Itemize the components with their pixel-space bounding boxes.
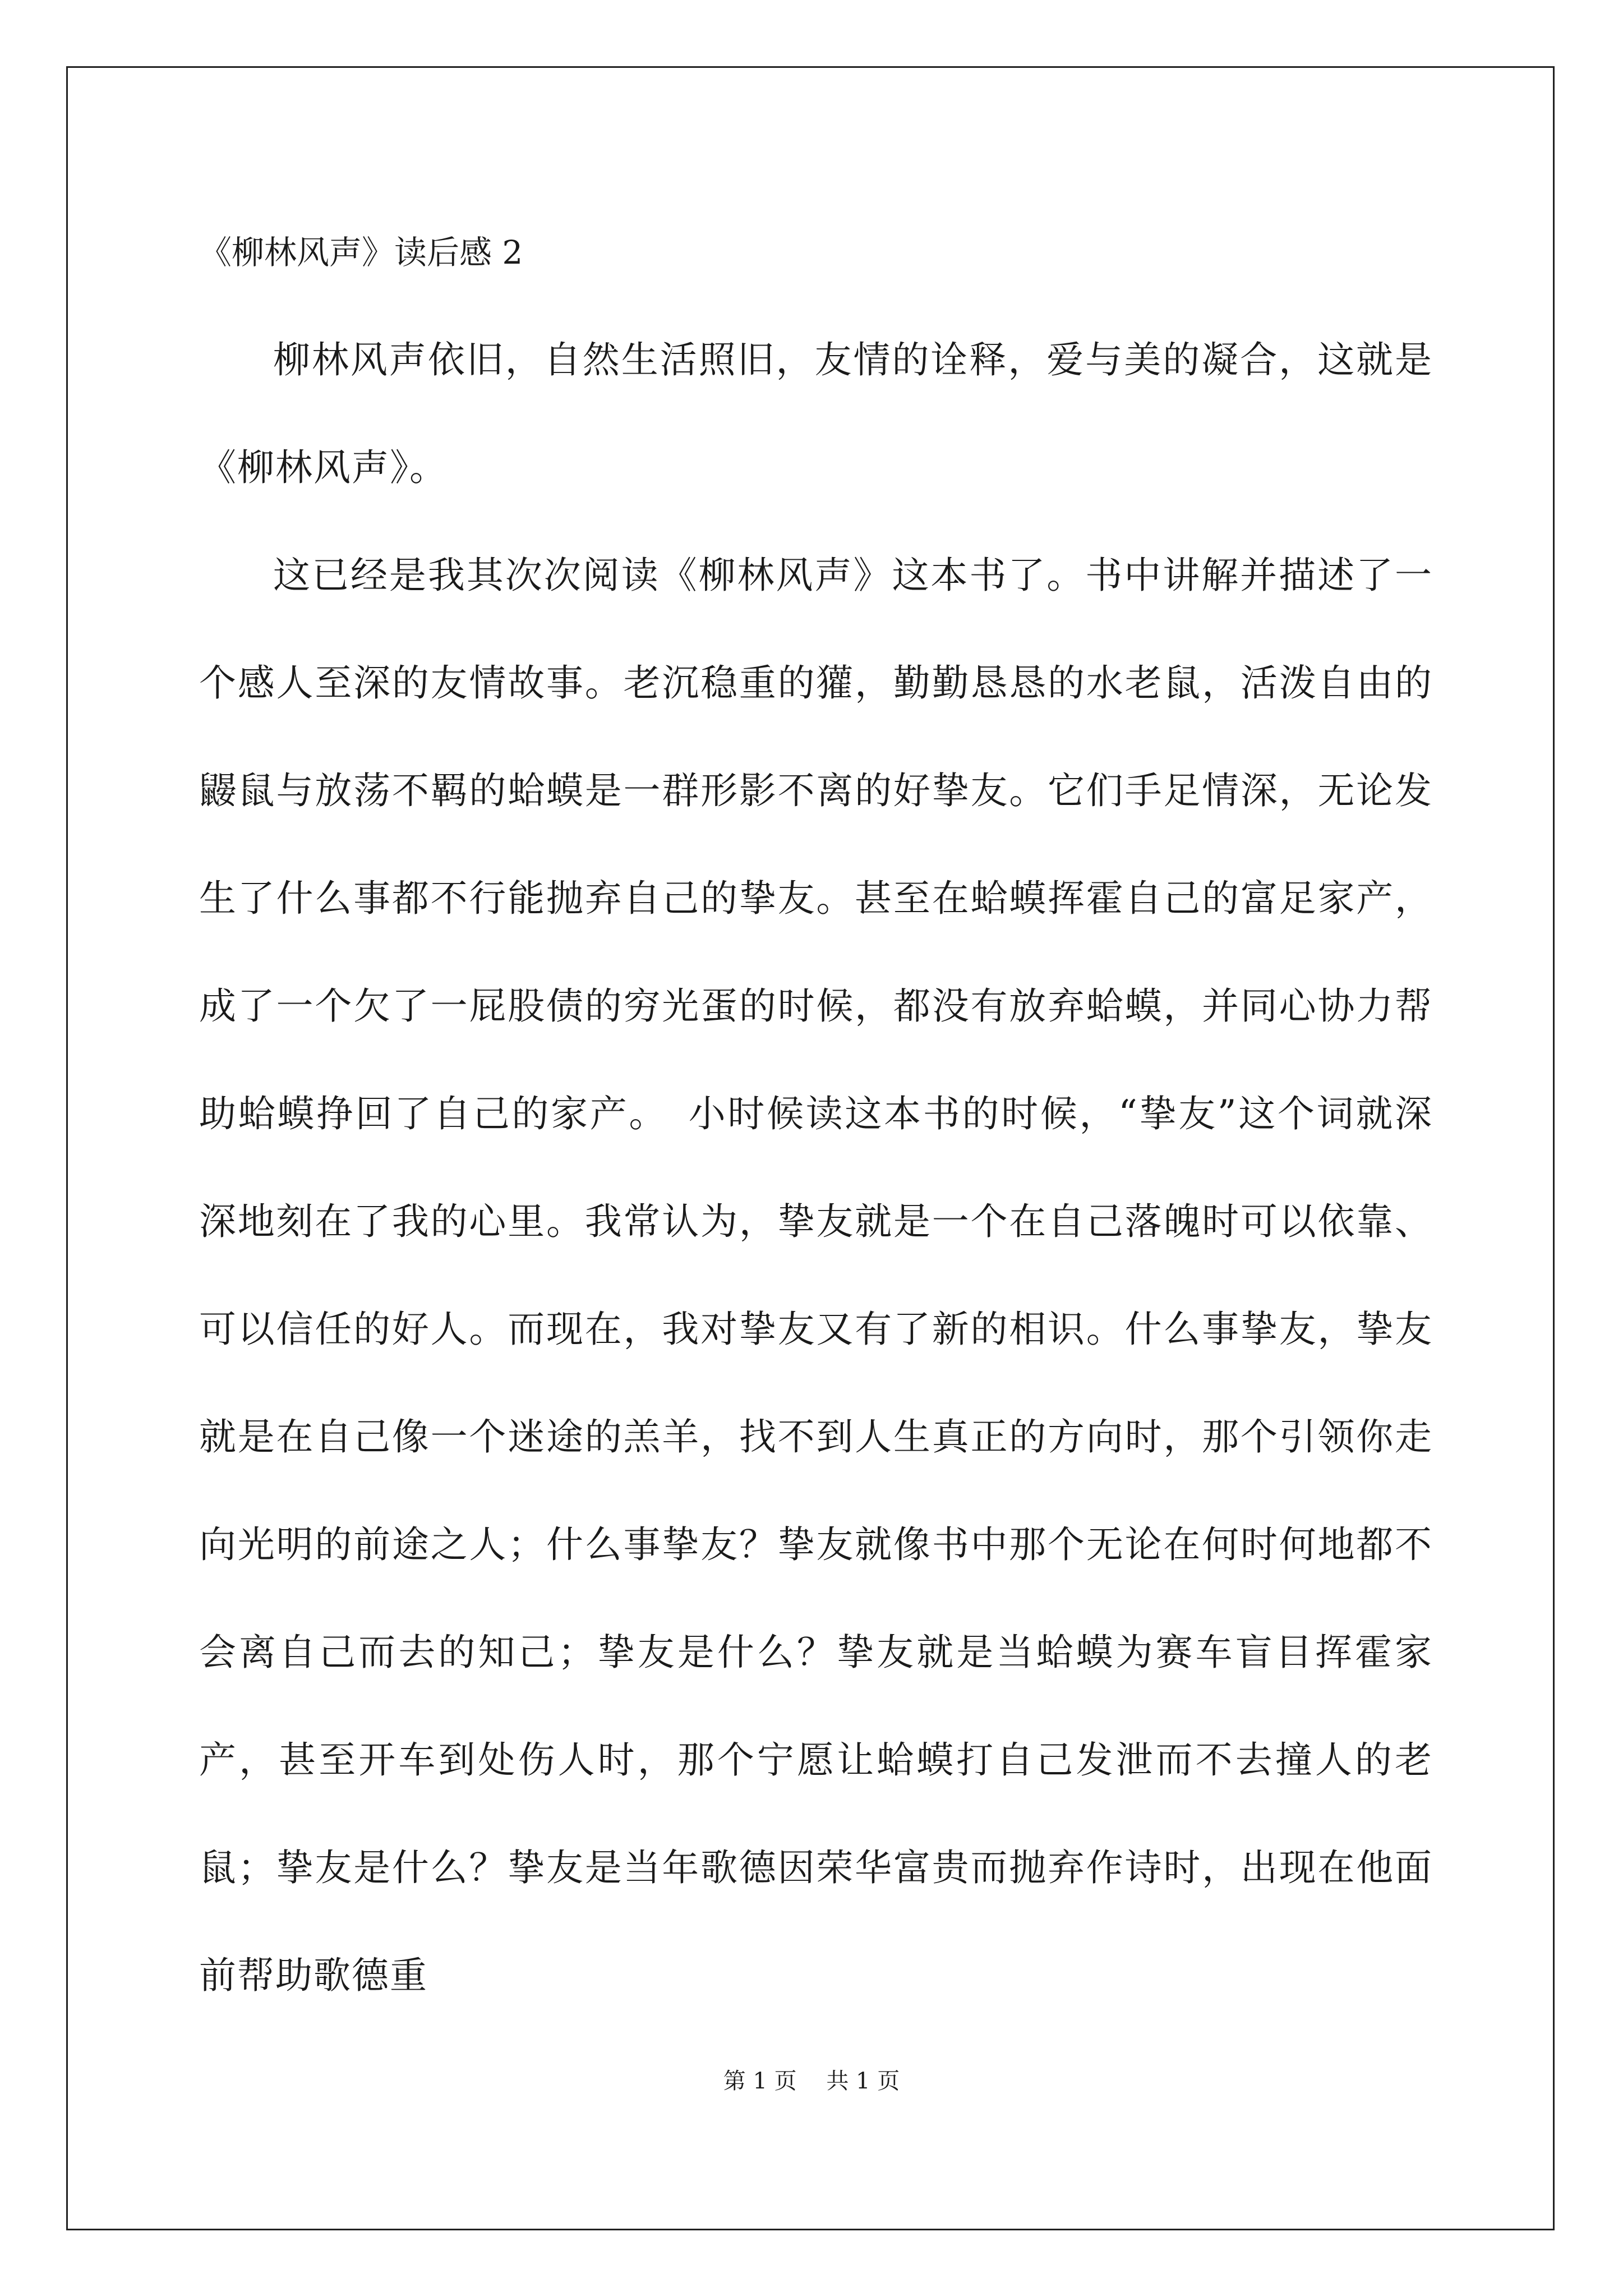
paragraph-2: 这已经是我其次次阅读《柳林风声》这本书了。书中讲解并描述了一个感人至深的友情故事。老沉稳重的獾，勤勤恳恳的水老鼠，活泼自由的鼹鼠与放荡不羁的蛤蟆是一群形影不离的好挚友。它们手足情深，无论发生了什么事都不行能抛弃自己的挚友。甚至在蛤蟆挥霍自己的富足家产，成了一个欠了一屁股债的穷光蛋的时候，都没有放弃蛤蟆，并同心协力帮助蛤蟆挣回了自己的家产。 小时候读这本书的时候，“挚友”这个词就深深地刻在了我的心里。我常认为，挚友就是一个在自己落魄时可以依靠、可以信任的好人。而现在，我对挚友又有了新的相识。什么事挚友，挚友就是在自己像一个迷途的羔羊，找不到人生真正的方向时，那个引领你走向光明的前途之人；什么事挚友？挚友就像书中那个无论在何时何地都不会离自己而去的知己；挚友是什么？挚友就是当蛤蟆为赛车盲目挥霍家产，甚至开车到处伤人时，那个宁愿让蛤蟆打自己发泄而不去撞人的老鼠；挚友是什么？挚友是当年歌德因荣华富贵而抛弃作诗时，出现在他面前帮助歌德重 <box>199 554 1433 1997</box>
document-body <box>199 202 1433 2030</box>
document-title: 《柳林风声》读后感 2 <box>199 233 523 272</box>
paragraph-1: 柳林风声依旧，自然生活照旧，友情的诠释，爱与美的凝合，这就是《柳林风声》。 <box>199 338 1433 489</box>
page-number-footer: 第 1 页 共 1 页 <box>723 2068 900 2094</box>
